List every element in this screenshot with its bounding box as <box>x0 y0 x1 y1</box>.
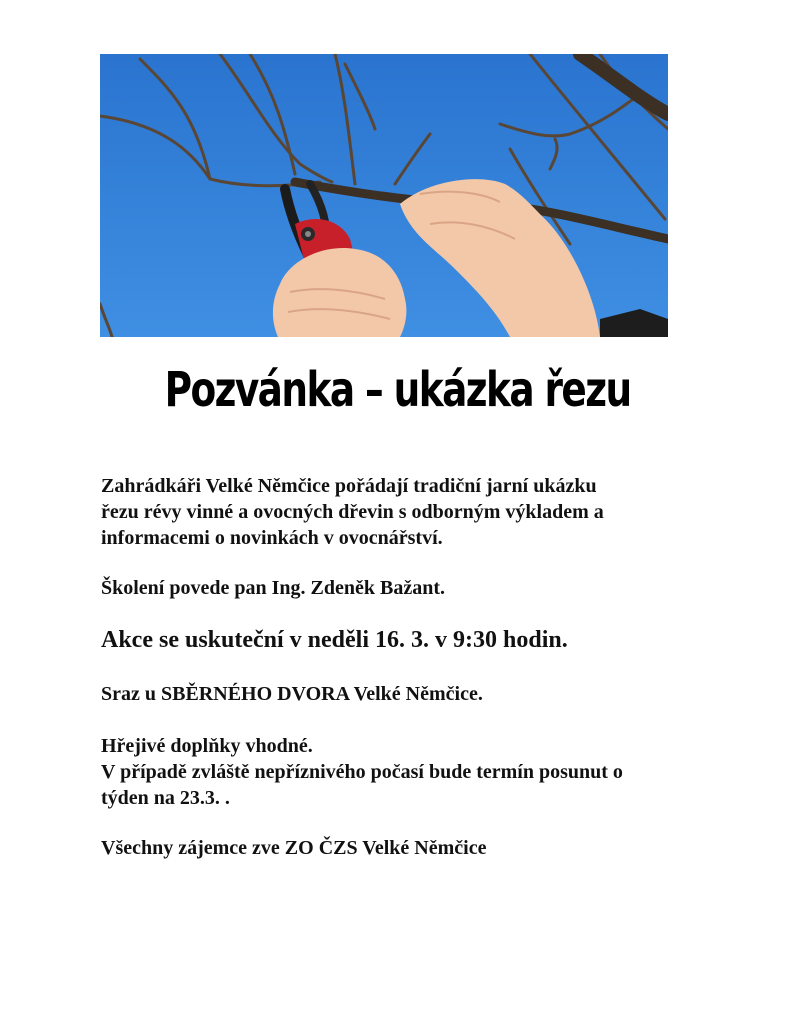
event-date-text <box>101 625 701 655</box>
trainer-text: Školení povede pan Ing. Zdeněk Bažant. <box>101 577 445 599</box>
intro-line: informacemi o novinkách v ovocnářství. <box>101 527 443 549</box>
notes-line: V případě zvláště nepříznivého počasí bude termín posunut o <box>101 761 623 783</box>
intro-line: řezu révy vinné a ovocných dřevin s odborným výkladem a <box>101 501 604 523</box>
event-date-line: Akce se uskuteční v neděli 16. 3. v 9:30 hodin. <box>101 627 568 653</box>
intro-paragraph <box>101 473 701 551</box>
closing-text: Všechny zájemce zve ZO ČZS Velké Němčice <box>101 837 487 859</box>
meeting-point-text <box>101 681 701 707</box>
pruning-photo <box>100 54 668 337</box>
page-title: Pozvánka – ukázka řezu <box>164 362 631 418</box>
intro-line: Zahrádkáři Velké Němčice pořádají tradiční jarní ukázku <box>101 475 597 497</box>
notes-paragraph <box>101 733 701 811</box>
notes-line: Hřejivé doplňky vhodné. <box>101 735 313 757</box>
meeting-point-line: Sraz u SBĚRNÉHO DVORA Velké Němčice. <box>101 683 483 705</box>
notes-line: týden na 23.3. . <box>101 787 230 809</box>
